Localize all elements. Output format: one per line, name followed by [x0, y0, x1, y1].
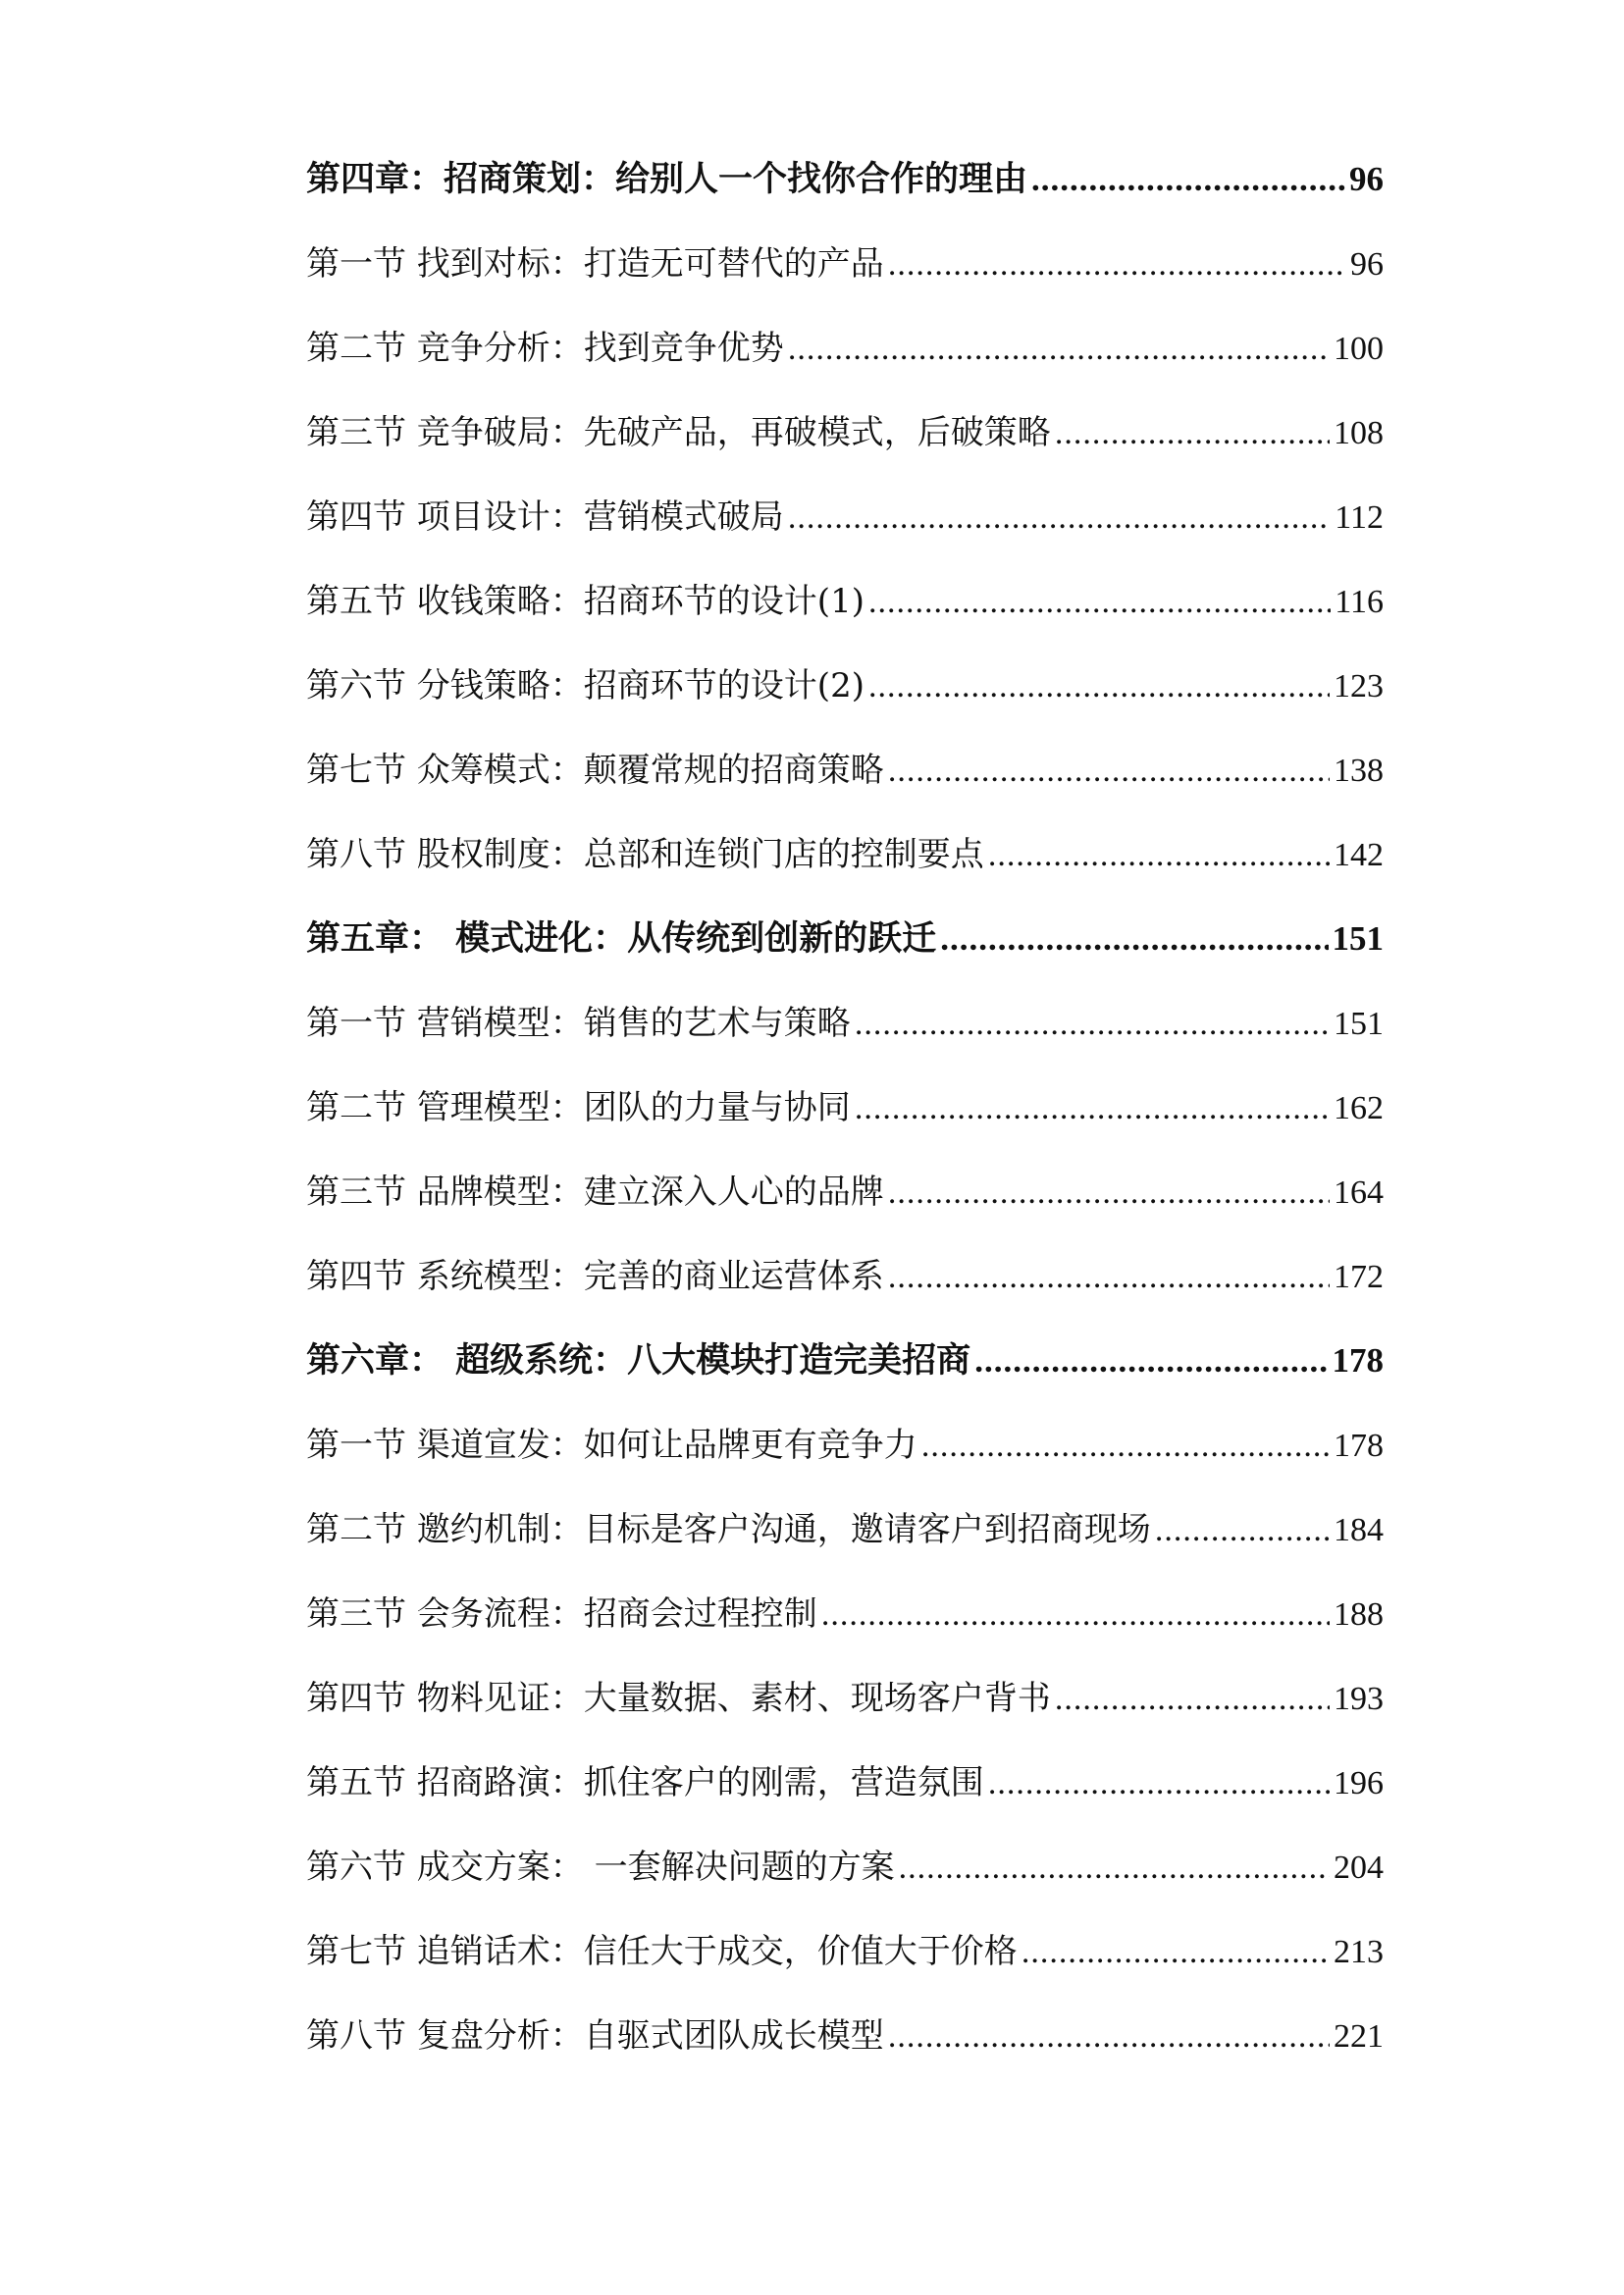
- toc-entry-title: 第一节 渠道宣发：如何让品牌更有竞争力: [306, 1426, 917, 1465]
- toc-page-number: 178: [1332, 1341, 1384, 1380]
- toc-dot-leader: [855, 1067, 1330, 1151]
- toc-entry-title: 第二节 竞争分析：找到竞争优势: [306, 329, 784, 368]
- toc-section-entry[interactable]: [306, 306, 1384, 391]
- toc-section-entry[interactable]: [306, 1656, 1384, 1741]
- toc-page-number: 96: [1349, 160, 1384, 198]
- toc-dot-leader: [988, 1742, 1330, 1826]
- toc-section-entry[interactable]: [306, 1234, 1384, 1319]
- toc-dot-leader: [855, 982, 1330, 1067]
- toc-entry-title: 第六章： 超级系统：八大模块打造完美招商: [306, 1340, 971, 1381]
- toc-dot-leader: [988, 813, 1330, 898]
- toc-dot-leader: [1155, 1488, 1330, 1573]
- toc-section-entry[interactable]: [306, 1487, 1384, 1572]
- toc-section-entry[interactable]: [306, 1825, 1384, 1909]
- toc-dot-leader: [899, 1826, 1330, 1910]
- toc-dot-leader: [1031, 137, 1345, 222]
- toc-entry-title: 第一节 营销模型：销售的艺术与策略: [306, 1004, 851, 1043]
- toc-entry-title: 第六节 成交方案： 一套解决问题的方案: [306, 1848, 895, 1887]
- toc-section-entry[interactable]: [306, 1403, 1384, 1487]
- toc-page-number: 112: [1335, 499, 1384, 536]
- toc-section-entry[interactable]: [306, 1994, 1384, 2078]
- toc-entry-title: 第四章：招商策划：给别人一个找你合作的理由: [306, 159, 1028, 199]
- toc-page-number: 100: [1334, 331, 1384, 367]
- toc-dot-leader: [1055, 1657, 1330, 1742]
- toc-entry-title: 第八节 股权制度：总部和连锁门店的控制要点: [306, 835, 984, 874]
- toc-section-entry[interactable]: [306, 1150, 1384, 1234]
- toc-section-entry[interactable]: [306, 559, 1384, 644]
- toc-page-number: 108: [1334, 415, 1384, 451]
- toc-page-number: 178: [1334, 1428, 1384, 1464]
- toc-section-entry[interactable]: [306, 812, 1384, 897]
- toc-entry-title: 第四节 项目设计：营销模式破局: [306, 497, 784, 537]
- toc-entry-title: 第五章： 模式进化：从传统到创新的跃迁: [306, 918, 937, 959]
- toc-section-entry[interactable]: [306, 728, 1384, 812]
- toc-entry-title: 第六节 分钱策略：招商环节的设计(2): [306, 666, 864, 705]
- toc-entry-title: 第一节 找到对标：打造无可替代的产品: [306, 244, 884, 284]
- toc-dot-leader: [788, 307, 1330, 391]
- toc-page-number: 184: [1334, 1512, 1384, 1548]
- toc-page-number: 162: [1334, 1090, 1384, 1126]
- toc-dot-leader: [888, 1151, 1330, 1235]
- toc-dot-leader: [1022, 1910, 1330, 1995]
- toc-page-number: 193: [1334, 1681, 1384, 1717]
- toc-entry-title: 第二节 邀约机制：目标是客户沟通，邀请客户到招商现场: [306, 1510, 1151, 1549]
- toc-section-entry[interactable]: [306, 1572, 1384, 1656]
- toc-page-number: 188: [1334, 1596, 1384, 1633]
- toc-dot-leader: [940, 897, 1328, 981]
- toc-page-number: 204: [1334, 1850, 1384, 1886]
- toc-section-entry[interactable]: [306, 475, 1384, 559]
- toc-entry-title: 第三节 会务流程：招商会过程控制: [306, 1594, 817, 1634]
- toc-entry-title: 第八节 复盘分析：自驱式团队成长模型: [306, 2016, 884, 2056]
- toc-section-entry[interactable]: [306, 1066, 1384, 1150]
- toc-entry-title: 第七节 追销话术：信任大于成交，价值大于价格: [306, 1932, 1018, 1971]
- toc-entry-title: 第三节 品牌模型：建立深入人心的品牌: [306, 1173, 884, 1212]
- toc-chapter-entry[interactable]: [306, 897, 1384, 981]
- toc-entry-title: 第七节 众筹模式：颠覆常规的招商策略: [306, 751, 884, 790]
- toc-dot-leader: [821, 1573, 1330, 1657]
- toc-page-number: 123: [1334, 668, 1384, 704]
- table-of-contents: [306, 137, 1384, 2078]
- toc-dot-leader: [868, 560, 1331, 645]
- toc-page-number: 164: [1334, 1174, 1384, 1211]
- toc-page-number: 221: [1334, 2018, 1384, 2055]
- toc-chapter-entry[interactable]: [306, 1319, 1384, 1403]
- toc-dot-leader: [1055, 391, 1330, 476]
- toc-entry-title: 第五节 招商路演：抓住客户的刚需，营造氛围: [306, 1763, 984, 1802]
- toc-dot-leader: [888, 1235, 1330, 1320]
- toc-dot-leader: [888, 729, 1330, 813]
- toc-page-number: 151: [1332, 919, 1384, 958]
- toc-section-entry[interactable]: [306, 981, 1384, 1066]
- toc-page-number: 196: [1334, 1765, 1384, 1801]
- toc-dot-leader: [788, 476, 1331, 560]
- toc-dot-leader: [974, 1319, 1328, 1403]
- toc-page-number: 116: [1335, 584, 1384, 620]
- toc-page-number: 142: [1334, 837, 1384, 873]
- toc-page-number: 213: [1334, 1934, 1384, 1970]
- toc-page-number: 151: [1334, 1006, 1384, 1042]
- toc-section-entry[interactable]: [306, 644, 1384, 728]
- toc-entry-title: 第四节 系统模型：完善的商业运营体系: [306, 1257, 884, 1296]
- toc-dot-leader: [888, 1995, 1330, 2079]
- toc-section-entry[interactable]: [306, 1909, 1384, 1994]
- toc-entry-title: 第二节 管理模型：团队的力量与协同: [306, 1088, 851, 1127]
- toc-section-entry[interactable]: [306, 1741, 1384, 1825]
- toc-section-entry[interactable]: [306, 391, 1384, 475]
- toc-dot-leader: [888, 223, 1346, 307]
- toc-entry-title: 第五节 收钱策略：招商环节的设计(1): [306, 582, 864, 621]
- toc-page-number: 172: [1334, 1259, 1384, 1295]
- toc-entry-title: 第三节 竞争破局：先破产品，再破模式，后破策略: [306, 413, 1051, 452]
- toc-dot-leader: [921, 1404, 1330, 1488]
- toc-section-entry[interactable]: [306, 222, 1384, 306]
- toc-chapter-entry[interactable]: [306, 137, 1384, 222]
- toc-page-number: 96: [1350, 246, 1384, 283]
- toc-dot-leader: [868, 645, 1330, 729]
- toc-page-number: 138: [1334, 753, 1384, 789]
- toc-entry-title: 第四节 物料见证：大量数据、素材、现场客户背书: [306, 1679, 1051, 1718]
